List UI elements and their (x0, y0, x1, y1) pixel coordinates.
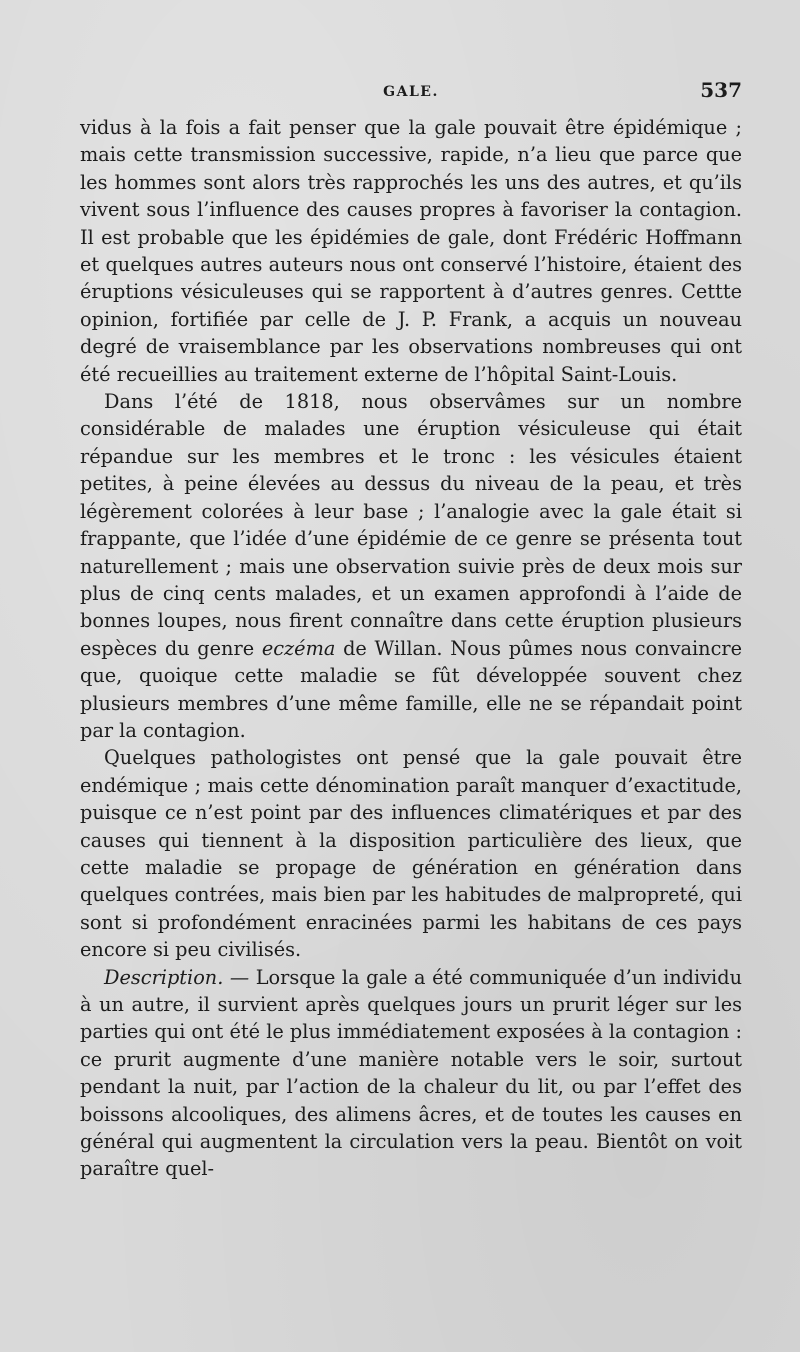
paragraph-2 (80, 388, 742, 744)
paragraph-3-text: Quelques pathologistes ont pensé que la gale pouvait être endémique ; mais cette dénomination paraît manquer d’exactitude, puisque ce n’est point par des influences climatériques et par des causes qui tiennent à la disposition particulière des lieux, que cette maladie se propage de génération en génération dans quelques contrées, mais bien par les habitudes de malpropreté, qui sont si profondément enracinées parmi les habitans de ces pays encore si peu civilisés. (80, 746, 742, 962)
paragraph-2-italic-term: eczéma (261, 636, 336, 660)
paragraph-2-text-after: de Willan. Nous pûmes nous convaincre que, quoique cette maladie se fût développée souvent chez plusieurs membres d’une même famille, elle ne se répandait point par la contagion. (80, 636, 743, 742)
paragraph-1 (80, 114, 742, 388)
paragraph-4-text: Lorsque la gale a été communiquée d’un individu à un autre, il survient après quelques jours un prurit léger sur les parties qui ont été le plus immédiatement exposées à la contagion : ce prurit augmente d’une manière notable vers le soir, surtout pendant la nuit, par l’action de la chaleur du lit, ou par l’effet des boissons alcooliques, des alimens âcres, et de toutes les causes en général qui augmentent la circulation vers la peau. Bientôt on voit paraître quel- (80, 965, 742, 1181)
body-text (80, 114, 742, 1183)
running-title: GALE. (383, 84, 439, 100)
paragraph-3 (80, 744, 742, 963)
paragraph-1-text: vidus à la fois a fait penser que la gale pouvait être épidémique ; mais cette transmission successive, rapide, n’a lieu que parce que les hommes sont alors très rapprochés les uns des autres, et qu’ils vivent sous l’influence des causes propres à favoriser la contagion. Il est probable que les épidémies de gale, dont Frédéric Hoffmann et quelques autres auteurs nous ont conservé l’histoire, étaient des éruptions vésiculeuses qui se rapportent à d’autres genres. Cettte opinion, fortifiée par celle de J. P. Frank, a acquis un nouveau degré de vraisemblance par les observations nombreuses qui ont été recueillies au traitement externe de l’hôpital Saint-Louis. (80, 116, 742, 386)
section-heading-description: Description. — (104, 965, 250, 989)
paragraph-2-text-before: Dans l’été de 1818, nous observâmes sur un nombre considérable de malades une éruption vésiculeuse qui était répandue sur les membres et le tronc : les vésicules étaient petites, à peine élevées au dessus du niveau de la peau, et très légèrement colorées à leur base ; l’analogie avec la gale était si frappante, que l’idée d’une épidémie de ce genre se présenta tout naturellement ; mais une observation suivie près de deux mois sur plus de cinq cents malades, et un examen approfondi à l’aide de bonnes loupes, nous firent connaître dans cette éruption plusieurs espèces du genre (80, 390, 742, 660)
page-number: 537 (700, 78, 742, 102)
paragraph-4 (80, 964, 742, 1183)
running-head (80, 78, 742, 114)
book-page (80, 78, 742, 1183)
